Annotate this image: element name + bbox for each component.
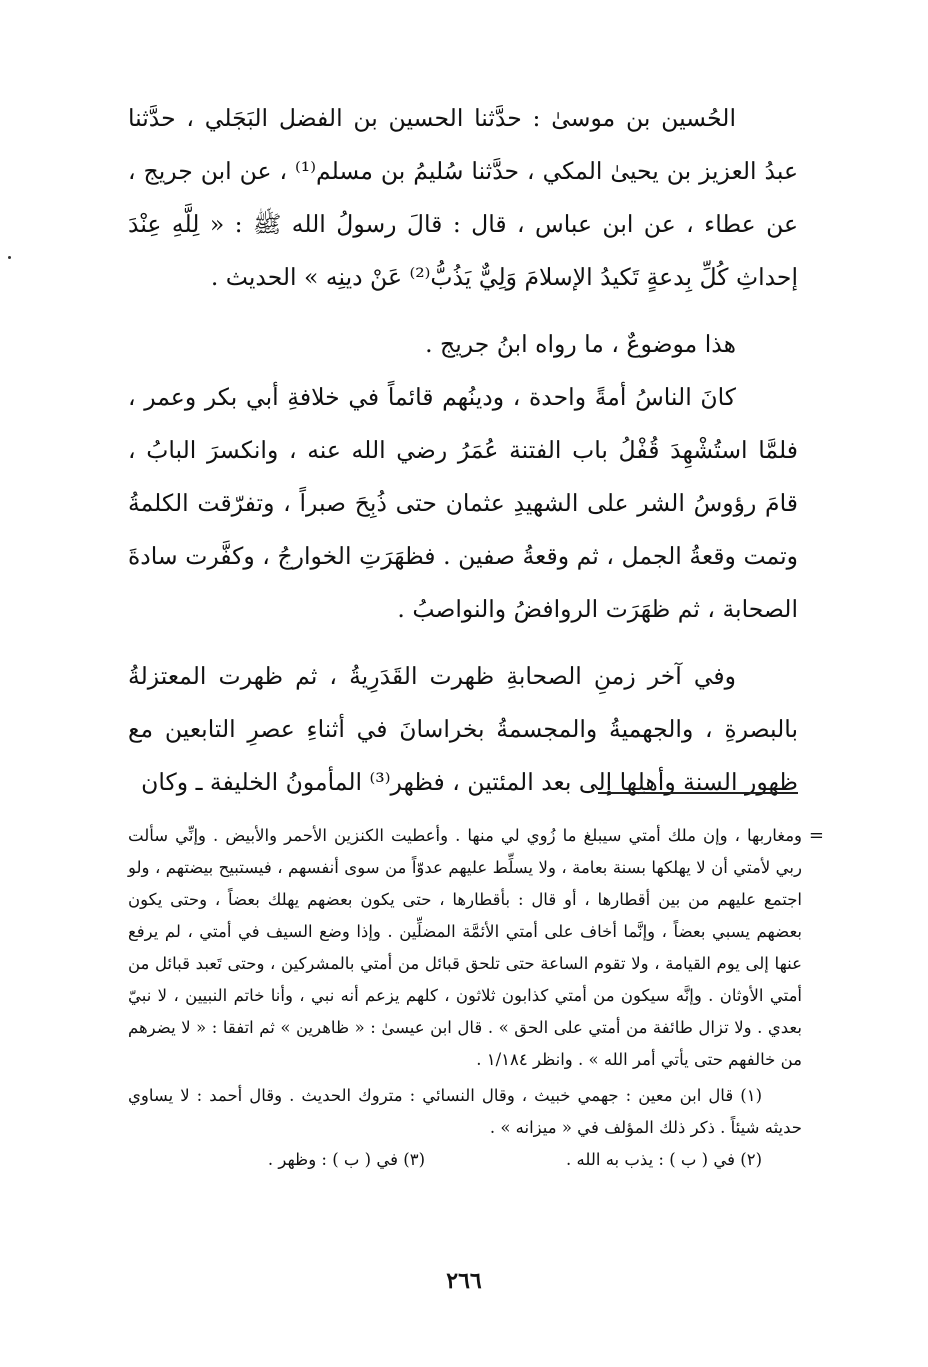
footnote-separator xyxy=(598,792,798,794)
page-number: ٢٦٦ xyxy=(446,1268,482,1294)
paragraph-isnad: الحُسين بن موسىٰ : حدَّثنا الحسين بن الفضل البَجَلي ، حدَّثنا عبدُ العزيز بن يحيىٰ المكي ، حدَّثنا سُليمُ بن مسلم⁽¹⁾ ، عن ابن جريج ، عن عطاء ، عن ابن عباس ، قال : قالَ رسولُ الله ﷺ : « لِلَّهِ عِنْدَ إحداثِ كُلِّ بِدعةٍ تَكيدُ الإسلامَ وَلِيٌّ يَذُبُّ⁽²⁾ عَنْ دينِه » الحديث . xyxy=(128,104,798,291)
footnote-continuation-block xyxy=(128,820,824,1076)
main-text-body xyxy=(128,92,798,809)
paragraph-verdict: هذا موضوعٌ ، ما رواه ابنُ جريج . xyxy=(425,330,736,358)
footnote-3: (٣) في ( ب ) : وظهر . xyxy=(267,1150,425,1169)
scan-speck xyxy=(8,256,11,259)
continuation-mark: = xyxy=(808,825,824,846)
footnote-1: (١) قال ابن معين : جهمي خبيث ، وقال النسائي : متروك الحديث . وقال أحمد : لا يساوي حديثه شيئاً . ذكر ذلك المؤلف في « ميزانه » . xyxy=(128,1086,802,1137)
footnotes-section xyxy=(128,820,824,1176)
footnote-continuation: ومغاربها ، وإن ملك أمتي سيبلغ ما زُوي لي منها . وأعطيت الكنزين الأحمر والأبيض . وإنِّي سألت ربي لأمتي أن لا يهلكها بسنة بعامة ، ولا يسلِّط عليهم عدوّاً من سوى أنفسهم ، فيستبيح بيضتهم ، ولو اجتمع عليهم من بين أقطارها ، أو قال : بأقطارها ، حتى يكون بعضهم يهلك بعضاً ، وحتى يكون بعضهم يسبي بعضاً ، وإنَّما أخاف على أمتي الأئمَّة المضلِّين . وإذا وضع السيف في أمتي ، لم يرفع عنها إلى يوم القيامة ، ولا تقوم الساعة حتى تلحق قبائل من أمتي بالمشركين ، وحتى تَعبد قبائل من أمتي الأوثان . وإنَّه سيكون من أمتي كذابون ثلاثون ، كلهم يزعم أنه نبي ، وأنا خاتم النبيين ، لا نبيّ بعدي . ولا تزال طائفة من أمتي على الحق » . قال ابن عيسىٰ : « ظاهرين » ثم اتفقا : « لا يضرهم من خالفهم حتى يأتي أمر الله » . وانظر ١/١٨٤ . xyxy=(128,826,802,1069)
footnote-row xyxy=(128,1144,802,1176)
footnote-2: (٢) في ( ب ) : يذب به الله . xyxy=(566,1150,762,1169)
paragraph-sects: وفي آخر زمنِ الصحابةِ ظهرت القَدَرِيةُ ، ثم ظهرت المعتزلةُ بالبصرةِ ، والجهميةُ والمجسمةُ بخراسانَ في أثناءِ عصرِ التابعين مع ظهور السنة وأهلِها إلى بعد المئتين ، فظهر⁽³⁾ المأمونُ الخليفة ـ وكان xyxy=(128,662,798,796)
paragraph-history: كانَ الناسُ أمةً واحدة ، ودينُهم قائماً في خلافةِ أبي بكر وعمر ، فلمَّا استُشْهِدَ قُفْلُ باب الفتنة عُمَرُ رضي الله عنه ، وانكسرَ البابُ ، قامَ رؤوسُ الشر على الشهيدِ عثمان حتى ذُبِحَ صبراً ، وتفرّقت الكلمةُ وتمت وقعةُ الجمل ، ثم وقعةُ صفين . فظهَرَتِ الخوارجُ ، وكفَّرت سادةَ الصحابة ، ثم ظهَرَت الروافضُ والنواصبُ . xyxy=(128,383,798,623)
